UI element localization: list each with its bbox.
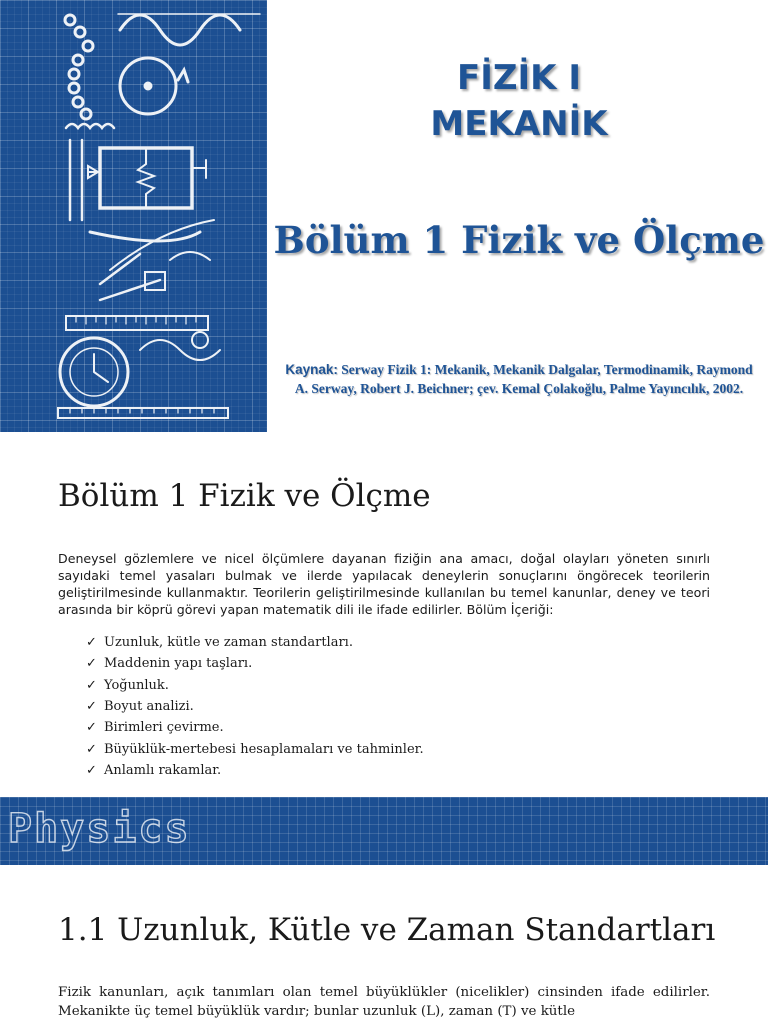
source-text: Serway Fizik 1: Mekanik, Mekanik Dalgalar, Termodinamik, Raymond A. Serway, Robert J. Beichner; çev. Kemal Çolakoğlu, Palme Yayıncılık, 2002. <box>294 362 753 396</box>
list-item: ✓ Maddenin yapı taşları. <box>86 653 424 674</box>
source-citation <box>278 360 760 398</box>
intro-paragraph: Deneysel gözlemlere ve nicel ölçümlere dayanan fiziğin ana amacı, doğal olayları yöneten sınırlı sayıdaki temel yasaları bulmak ve ilerde yapılacak deneylerin sonuçlarını öngörecek teorilerin geliştirilmesinde kullanmaktır. Teorilerin geliştirilmesinde kullanılan bu temel kanunlar, deney ve teori arasında bir köprü görevi yapan matematik dili ile ifade edilirler. Bölüm İçeriği: <box>58 551 710 617</box>
physics-banner <box>0 797 768 865</box>
list-item: ✓ Anlamlı rakamlar. <box>86 760 424 781</box>
physics-sketch-icon <box>0 0 267 432</box>
check-icon: ✓ <box>86 656 97 672</box>
section-paragraph: Fizik kanunları, açık tanımları olan temel büyüklükler (nicelikler) cinsinden ifade edilirler. Mekanikte üç temel büyüklük vardır; bunlar uzunluk (L), zaman (T) ve kütle <box>58 985 710 1019</box>
slide-title: Bölüm 1 Fizik ve Ölçme <box>58 478 431 514</box>
check-icon: ✓ <box>86 677 97 693</box>
title-slide <box>0 0 768 432</box>
course-title: FİZİK I <box>456 58 581 98</box>
list-item: ✓ Boyut analizi. <box>86 696 424 717</box>
contents-list <box>86 632 424 781</box>
check-icon: ✓ <box>86 699 97 715</box>
list-item: ✓ Büyüklük-mertebesi hesaplamaları ve tahminler. <box>86 738 424 759</box>
list-item: ✓ Uzunluk, kütle ve zaman standartları. <box>86 632 424 653</box>
check-icon: ✓ <box>86 720 97 736</box>
check-icon: ✓ <box>86 762 97 778</box>
contents-slide <box>0 432 768 797</box>
section-slide <box>0 865 768 1024</box>
banner-word: Physics <box>8 806 191 852</box>
list-item: ✓ Yoğunluk. <box>86 675 424 696</box>
check-icon: ✓ <box>86 635 97 651</box>
source-label: Kaynak: <box>285 362 338 377</box>
list-item: ✓ Birimleri çevirme. <box>86 717 424 738</box>
course-subtitle: MEKANİK <box>430 104 608 144</box>
chapter-title: Bölüm 1 Fizik ve Ölçme <box>273 218 765 262</box>
section-title: 1.1 Uzunluk, Kütle ve Zaman Standartları <box>58 912 716 948</box>
blueprint-illustration <box>0 0 267 432</box>
check-icon: ✓ <box>86 741 97 757</box>
